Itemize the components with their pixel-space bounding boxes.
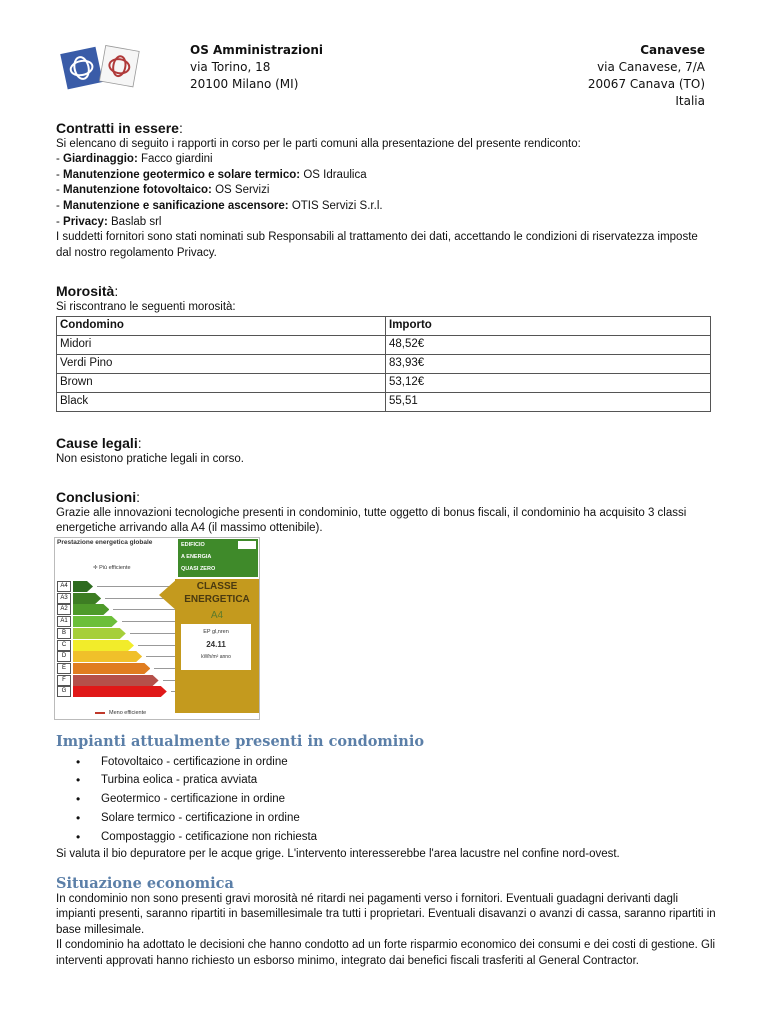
energy-class-bar [73, 686, 167, 697]
section-conclusioni [56, 490, 716, 537]
table-row [57, 355, 711, 374]
energy-class-guide-line [122, 621, 175, 622]
section-impianti [56, 734, 716, 862]
sender-street: via Torino, 18 [190, 60, 271, 74]
nzeb-line: QUASI ZERO [181, 566, 216, 572]
energy-class-bar [73, 640, 134, 651]
energy-class-bar [73, 581, 93, 592]
list-item: • Turbina eolica - pratica avviata [56, 771, 716, 790]
sender-name: OS Amministrazioni [190, 43, 323, 57]
impianti-heading: Impianti attualmente presenti in condominio [56, 733, 424, 750]
energy-class-bar [73, 604, 109, 615]
table-header-row [57, 317, 711, 336]
section-cause-legali [56, 436, 716, 467]
cell-importo: 48,52€ [386, 336, 711, 355]
bullet-icon: • [76, 829, 81, 844]
energy-class-tag: C [57, 640, 71, 651]
energy-class-tag: A1 [57, 616, 71, 627]
energy-class-tag: E [57, 663, 71, 674]
recipient-name: Canavese [640, 43, 705, 57]
table-row [57, 374, 711, 393]
energy-class-bar [73, 616, 118, 627]
energy-class-bar [73, 628, 126, 639]
ep-value: 24.11 [206, 640, 226, 649]
section-morosita [56, 284, 716, 412]
sender-city: 20100 Milano (MI) [190, 77, 299, 91]
nzeb-line: A ENERGIA [181, 554, 212, 560]
ep-label: EP gl,nren [203, 629, 229, 635]
section-situazione-economica [56, 876, 716, 970]
column-header-importo: Importo [386, 317, 711, 336]
nzeb-line: EDIFICIO [181, 542, 205, 548]
morosita-heading: Morosità: [56, 283, 119, 299]
contratti-list [56, 152, 716, 230]
cell-condomino: Black [57, 393, 386, 412]
ep-unit: kWh/m² anno [201, 654, 231, 660]
cell-importo: 53,12€ [386, 374, 711, 393]
energy-class-tag: A2 [57, 604, 71, 615]
contratto-item: - Manutenzione geotermico e solare termico: OS Idraulica [56, 168, 367, 181]
energy-class-guide-line [138, 645, 175, 646]
conclusioni-text: Grazie alle innovazioni tecnologiche presenti in condominio, tutte oggetto di bonus fiscali, il condominio ha acquisito 3 classi energetiche arrivando alla A4 (il massimo ottenibile). [56, 506, 687, 535]
recipient-country: Italia [675, 94, 705, 108]
energy-class-bar [73, 675, 159, 686]
bullet-icon: • [76, 792, 81, 807]
sender-address [190, 42, 323, 93]
cell-condomino: Brown [57, 374, 386, 393]
ep-box [181, 624, 251, 670]
morosita-intro: Si riscontrano le seguenti morosità: [56, 300, 236, 313]
energy-class-tag: A3 [57, 593, 71, 604]
nzeb-checkbox [238, 541, 256, 549]
cell-condomino: Verdi Pino [57, 355, 386, 374]
impianti-note: Si valuta il bio depuratore per le acque grige. L'intervento interesserebbe l'area lacustre nel confine nord-ovest. [56, 847, 620, 860]
cell-importo: 83,93€ [386, 355, 711, 374]
classe-value: A4 [210, 610, 224, 621]
situazione-para2: Il condominio ha adottato le decisioni che hanno condotto ad un forte risparmio economico dei consumi e dei costi di gestione. Gli interventi approvati hanno richiesto un esborso minimo, integrato dai benefici fiscali trasferiti al General Contractor. [56, 939, 716, 967]
contratto-item: - Giardinaggio: Facco giardini [56, 153, 213, 166]
bullet-icon: • [76, 754, 81, 769]
list-item: • Geotermico - certificazione in ordine [56, 790, 716, 809]
less-efficient-label: Meno efficiente [95, 710, 146, 716]
contratto-item: - Manutenzione fotovoltaico: OS Servizi [56, 184, 270, 197]
column-header-condomino: Condomino [57, 317, 386, 336]
contratti-heading: Contratti in essere: [56, 120, 183, 136]
energy-class-tag: G [57, 686, 71, 697]
conclusioni-heading: Conclusioni: [56, 489, 141, 505]
section-contratti [56, 121, 716, 261]
company-logo-icon [60, 42, 142, 96]
energy-class-bar [73, 651, 142, 662]
more-efficient-label: ✛ Più efficiente [93, 565, 131, 571]
situazione-heading: Situazione economica [56, 875, 234, 892]
nzeb-box [178, 539, 258, 577]
energy-class-guide-line [154, 668, 175, 669]
cause-text: Non esistono pratiche legali in corso. [56, 452, 244, 465]
table-row [57, 336, 711, 355]
recipient-street: via Canavese, 7/A [597, 60, 705, 74]
contratti-outro: I suddetti fornitori sono stati nominati sub Responsabili al trattamento dei dati, accettando le condizioni di riservatezza imposte dal nostro regolamento Privacy. [56, 231, 698, 259]
energy-class-guide-line [130, 633, 175, 634]
energy-class-guide-line [146, 656, 175, 657]
energy-class-label [54, 537, 260, 720]
energy-class-tag: A4 [57, 581, 71, 592]
cell-condomino: Midori [57, 336, 386, 355]
impianti-list [56, 753, 716, 847]
list-item: • Fotovoltaico - certificazione in ordine [56, 753, 716, 772]
energy-class-guide-line [163, 680, 175, 681]
bullet-icon: • [76, 773, 81, 788]
list-item: • Compostaggio - cetificazione non richiesta [56, 828, 716, 847]
energy-class-bar [73, 663, 150, 674]
energy-label-title: Prestazione energetica globale [57, 539, 153, 546]
classe-line2: ENERGETICA [184, 594, 250, 605]
contratti-intro: Si elencano di seguito i rapporti in corso per le parti comuni alla presentazione del presente rendiconto: [56, 137, 581, 150]
cause-heading: Cause legali: [56, 435, 142, 451]
contratto-item: - Privacy: Baslab srl [56, 215, 162, 228]
situazione-para1: In condominio non sono presenti gravi morosità né ritardi nei pagamenti verso i fornitori. Eventuali guadagni derivanti dagli impianti presenti, saranno ripartiti in basemillesimale tra tutti i proprietari. Eventuali disavanzi o avanzi di cassa, saranno ripartiti in base millesimale. [56, 892, 716, 936]
table-row [57, 393, 711, 412]
contratto-item: - Manutenzione e sanificazione ascensore: OTIS Servizi S.r.l. [56, 199, 383, 212]
classe-line1: CLASSE [196, 581, 238, 592]
bullet-icon: • [76, 810, 81, 825]
recipient-city: 20067 Canava (TO) [587, 77, 705, 91]
cell-importo: 55,51 [386, 393, 711, 412]
recipient-address [588, 42, 705, 110]
energy-class-bar [73, 593, 101, 604]
morosita-table [56, 316, 711, 412]
energy-class-tag: D [57, 651, 71, 662]
list-item: • Solare termico - certificazione in ordine [56, 809, 716, 828]
energy-class-tag: F [57, 675, 71, 686]
energy-class-tag: B [57, 628, 71, 639]
classe-energetica-box [175, 579, 259, 713]
